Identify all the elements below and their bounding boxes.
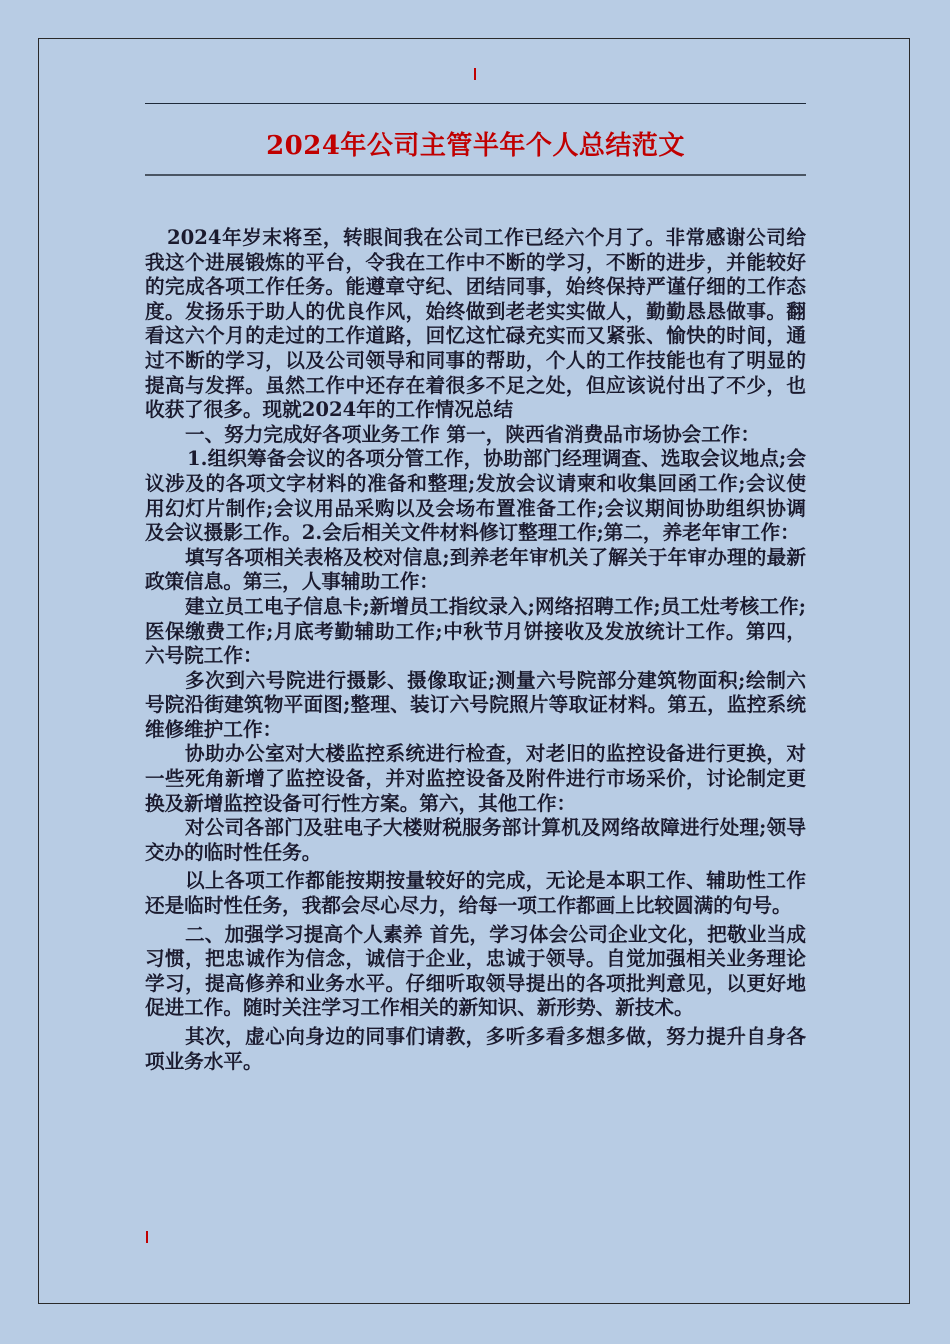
paragraph-other-work: 对公司各部门及驻电子大楼财税服务部计算机及网络故障进行处理;领导交办的临时性任务。 [145, 816, 806, 864]
footer-mark [146, 1231, 148, 1243]
title-rule [145, 174, 806, 176]
paragraph-section-2: 二、加强学习提高个人素养 首先，学习体会公司企业文化，把敬业当成习惯，把忠诚作为信念，诚信于企业，忠诚于领导。自觉加强相关业务理论学习，提高修养和业务水平。仔细听取领导提出的各项批判意见，以更好地促进工作。随时关注学习工作相关的新知识、新形势、新技术。 [145, 922, 806, 1020]
paragraph-courtyard-six: 多次到六号院进行摄影、摄像取证;测量六号院部分建筑物面积;绘制六号院沿街建筑物平面图;整理、装订六号院照片等取证材料。第五，监控系统维修维护工作： [145, 668, 806, 741]
paragraph-pension-audit: 填写各项相关表格及校对信息;到养老年审机关了解关于年审办理的最新政策信息。第三，人事辅助工作： [145, 545, 806, 594]
document-body [145, 226, 806, 1074]
paragraph-monitoring-system: 协助办公室对大楼监控系统进行检查，对老旧的监控设备进行更换，对一些死角新增了监控设备，并对监控设备及附件进行市场采价，讨论制定更换及新增监控设备可行性方案。第六，其他工作： [145, 742, 806, 815]
paragraph-intro: 2024年岁末将至，转眼间我在公司工作已经六个月了。非常感谢公司给我这个进展锻炼的平台，令我在工作中不断的学习，不断的进步，并能较好的完成各项工作任务。能遵章守纪、团结同事，始终保持严谨仔细的工作态度。发扬乐于助人的优良作风，始终做到老老实实做人，勤勤恳恳做事。翻看这六个月的走过的工作道路，回忆这忙碌充实而又紧张、愉快的时间，通过不断的学习，以及公司领导和同事的帮助，个人的工作技能也有了明显的提高与发挥。虽然工作中还存在着很多不足之处，但应该说付出了不少，也收获了很多。现就2024年的工作情况总结 [145, 226, 806, 422]
header-mark [474, 68, 476, 80]
paragraph-section-1-heading: 一、努力完成好各项业务工作 第一，陕西省消费品市场协会工作： [185, 422, 761, 446]
paragraph-association-work: 1.组织筹备会议的各项分管工作，协助部门经理调查、选取会议地点;会议涉及的各项文字材料的准备和整理;发放会议请柬和收集回函工作;会议使用幻灯片制作;会议用品采购以及会场布置准备工作;会议期间协助组织协调及会议摄影工作。2.会后相关文件材料修订整理工作;第二，养老年审工作： [145, 447, 806, 545]
paragraph-hr-support: 建立员工电子信息卡;新增员工指纹录入;网络招聘工作;员工灶考核工作;医保缴费工作;月底考勤辅助工作;中秋节月饼接收及发放统计工作。第四，六号院工作： [145, 594, 806, 668]
paragraph-work-summary: 以上各项工作都能按期按量较好的完成，无论是本职工作、辅助性工作还是临时性任务，我都会尽心尽力，给每一项工作都画上比较圆满的句号。 [145, 869, 806, 918]
document-title: 2024年公司主管半年个人总结范文 [266, 131, 685, 161]
header-rule [145, 103, 806, 104]
paragraph-learning-colleagues: 其次，虚心向身边的同事们请教，多听多看多想多做，努力提升自身各项业务水平。 [145, 1025, 806, 1073]
